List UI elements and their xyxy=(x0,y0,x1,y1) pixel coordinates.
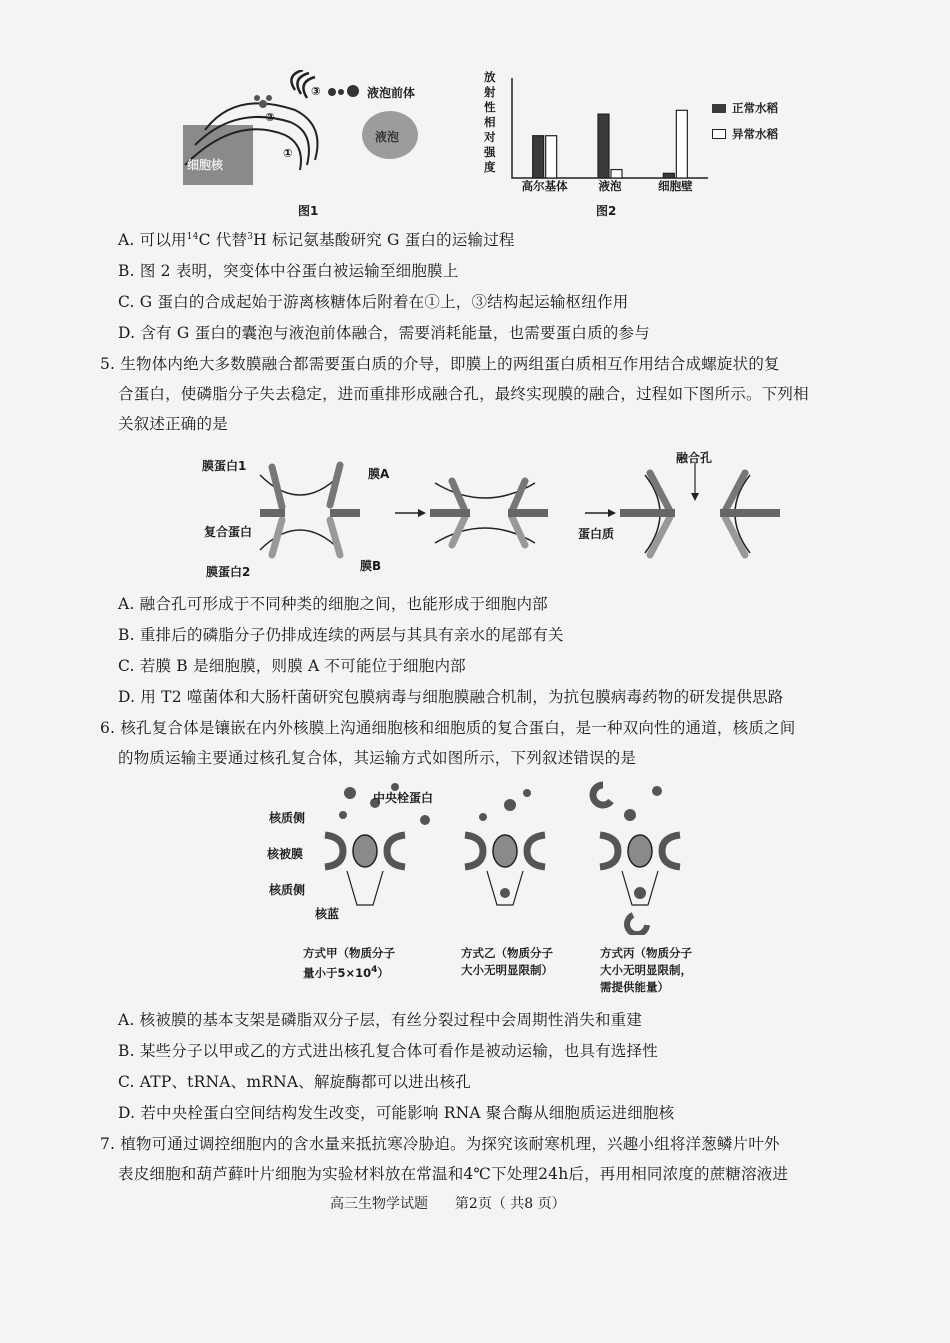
y-axis-label-char: 性 xyxy=(484,100,496,114)
label-central-plug: 中央栓蛋白 xyxy=(373,791,434,805)
y-axis-label-char: 相 xyxy=(484,115,496,129)
q6-option-c: C. ATP、tRNA、mRNA、解旋酶都可以进出核孔 xyxy=(118,1073,471,1091)
y-axis-label-char: 对 xyxy=(484,130,496,144)
legend-abnormal xyxy=(712,126,778,142)
label-vacuole-precursor: 液泡前体 xyxy=(367,86,416,100)
figure-1-caption: 图1 xyxy=(298,204,319,218)
label-nucleoplasm-side: 核质侧 xyxy=(269,883,306,897)
q6-stem-line-1: 6. 核孔复合体是镶嵌在内外核膜上沟通细胞核和细胞质的复合蛋白，是一种双向性的通道，核质之间 xyxy=(100,719,796,737)
marker-2: ② xyxy=(265,110,275,124)
label-membrane-b: 膜B xyxy=(360,559,382,573)
label-cytoplasm-side: 核质侧 xyxy=(269,811,306,825)
figure-2 xyxy=(480,70,820,220)
figure-membrane-fusion xyxy=(190,445,790,580)
label-protein: 蛋白质 xyxy=(578,527,615,541)
label-nucleus: 细胞核 xyxy=(187,158,224,172)
footer xyxy=(330,1193,566,1213)
figure-2-caption: 图2 xyxy=(596,204,617,218)
label-nuclear-basket: 核蓝 xyxy=(315,907,340,921)
legend-normal xyxy=(712,100,778,116)
q5-option-b: B. 重排后的磷脂分子仍排成连续的两层与其具有亲水的尾部有关 xyxy=(118,626,564,644)
q5-stem-line-3: 关叙述正确的是 xyxy=(118,415,228,433)
vesicle xyxy=(347,85,359,97)
label-membrane-protein-2: 膜蛋白2 xyxy=(206,565,251,579)
q5-stem-line-1: 5. 生物体内绝大多数膜融合都需要蛋白质的介导，即膜上的两组蛋白质相互作用结合成螺旋状的复 xyxy=(100,355,780,373)
legend-abnormal-text: 异常水稻 xyxy=(732,127,778,141)
label-complex-protein: 复合蛋白 xyxy=(204,525,253,539)
y-axis-label xyxy=(484,70,498,175)
label-fusion-pore: 融合孔 xyxy=(676,451,713,465)
marker-3: ③ xyxy=(311,84,321,98)
q6-option-d: D. 若中央栓蛋白空间结构发生改变，可能影响 RNA 聚合酶从细胞质运进细胞核 xyxy=(118,1104,675,1122)
y-axis-label-char: 强 xyxy=(484,145,496,159)
footer-page: 第2页（ 共8 页） xyxy=(454,1196,566,1212)
q5-option-d: D. 用 T2 噬菌体和大肠杆菌研究包膜病毒与细胞膜融合机制，为抗包膜病毒药物的研发提供思路 xyxy=(118,688,784,706)
caption-mode-a: 方式甲（物质分子 量小于$5\times 10^4$） xyxy=(303,946,395,980)
nucleus-shape xyxy=(183,125,253,185)
bar-chart-svg xyxy=(508,78,728,190)
q4-option-c: C. G 蛋白的合成起始于游离核糖体后附着在①上，③结构起运输枢纽作用 xyxy=(118,293,629,311)
q5-option-a: A. 融合孔可形成于不同种类的细胞之间，也能形成于细胞内部 xyxy=(118,595,548,613)
x-tick-label: 细胞壁 xyxy=(658,179,693,193)
q7-stem-line-2: 表皮细胞和葫芦藓叶片细胞为实验材料放在常温和4℃下处理24h后，再用相同浓度的蔗糖溶液进 xyxy=(118,1165,789,1183)
bar-abnormal-0 xyxy=(546,136,557,178)
q6-stem-line-2: 的物质运输主要通过核孔复合体，其运输方式如图所示，下列叙述错误的是 xyxy=(118,749,637,767)
label-membrane-a: 膜A xyxy=(368,467,390,481)
vesicle-cluster xyxy=(254,95,272,108)
bar-normal-0 xyxy=(533,136,544,178)
vesicle xyxy=(328,88,336,96)
footer-title: 高三生物学试题 xyxy=(330,1196,428,1212)
y-axis-label-char: 度 xyxy=(484,160,496,174)
q7-stem-line-1: 7. 植物可通过调控细胞内的含水量来抵抗寒冷胁迫。为探究该耐寒机理，兴趣小组将洋葱鳞片叶外 xyxy=(100,1135,780,1153)
q5-option-c: C. 若膜 B 是细胞膜，则膜 A 不可能位于细胞内部 xyxy=(118,657,466,675)
label-membrane-protein-1: 膜蛋白1 xyxy=(202,459,247,473)
marker-1: ① xyxy=(283,146,293,160)
q4-option-a: A. 可以用$^{14}$C 代替$^3$H 标记氨基酸研究 G 蛋白的运输过程 xyxy=(118,231,515,249)
y-axis-label-char: 放 xyxy=(484,70,496,84)
q4-option-b: B. 图 2 表明，突变体中谷蛋白被运输至细胞膜上 xyxy=(118,262,459,280)
legend-swatch-abnormal xyxy=(712,129,726,139)
bar-abnormal-2 xyxy=(676,110,687,178)
q5-stem-line-2: 合蛋白，使磷脂分子失去稳定，进而重排形成融合孔，最终实现膜的融合，过程如下图所示。下列相 xyxy=(118,385,809,403)
bar-abnormal-1 xyxy=(611,170,622,178)
label-nuclear-envelope: 核被膜 xyxy=(267,847,304,861)
vesicle xyxy=(338,89,344,95)
x-tick-labels xyxy=(508,178,728,196)
q6-option-b: B. 某些分子以甲或乙的方式进出核孔复合体可看作是被动运输，也具有选择性 xyxy=(118,1042,658,1060)
caption-mode-c: 方式丙（物质分子 大小无明显限制， 需提供能量） xyxy=(600,946,692,994)
figure-1 xyxy=(175,70,445,220)
x-tick-label: 高尔基体 xyxy=(521,179,568,193)
x-tick-label: 液泡 xyxy=(598,179,622,193)
legend-swatch-normal xyxy=(712,104,726,113)
caption-mode-b: 方式乙（物质分子 大小无明显限制） xyxy=(461,946,553,977)
q6-option-a: A. 核被膜的基本支架是磷脂双分子层，有丝分裂过程中会周期性消失和重建 xyxy=(118,1011,643,1029)
panel-mode-c xyxy=(593,785,680,934)
q4-option-d: D. 含有 G 蛋白的囊泡与液泡前体融合，需要消耗能量，也需要蛋白质的参与 xyxy=(118,324,650,342)
figure-nuclear-pore xyxy=(255,775,735,1000)
legend-normal-text: 正常水稻 xyxy=(732,101,778,115)
bar-normal-1 xyxy=(598,114,609,178)
panel-mode-b xyxy=(465,789,545,905)
y-axis-label-char: 射 xyxy=(484,85,496,99)
label-vacuole: 液泡 xyxy=(375,130,400,144)
